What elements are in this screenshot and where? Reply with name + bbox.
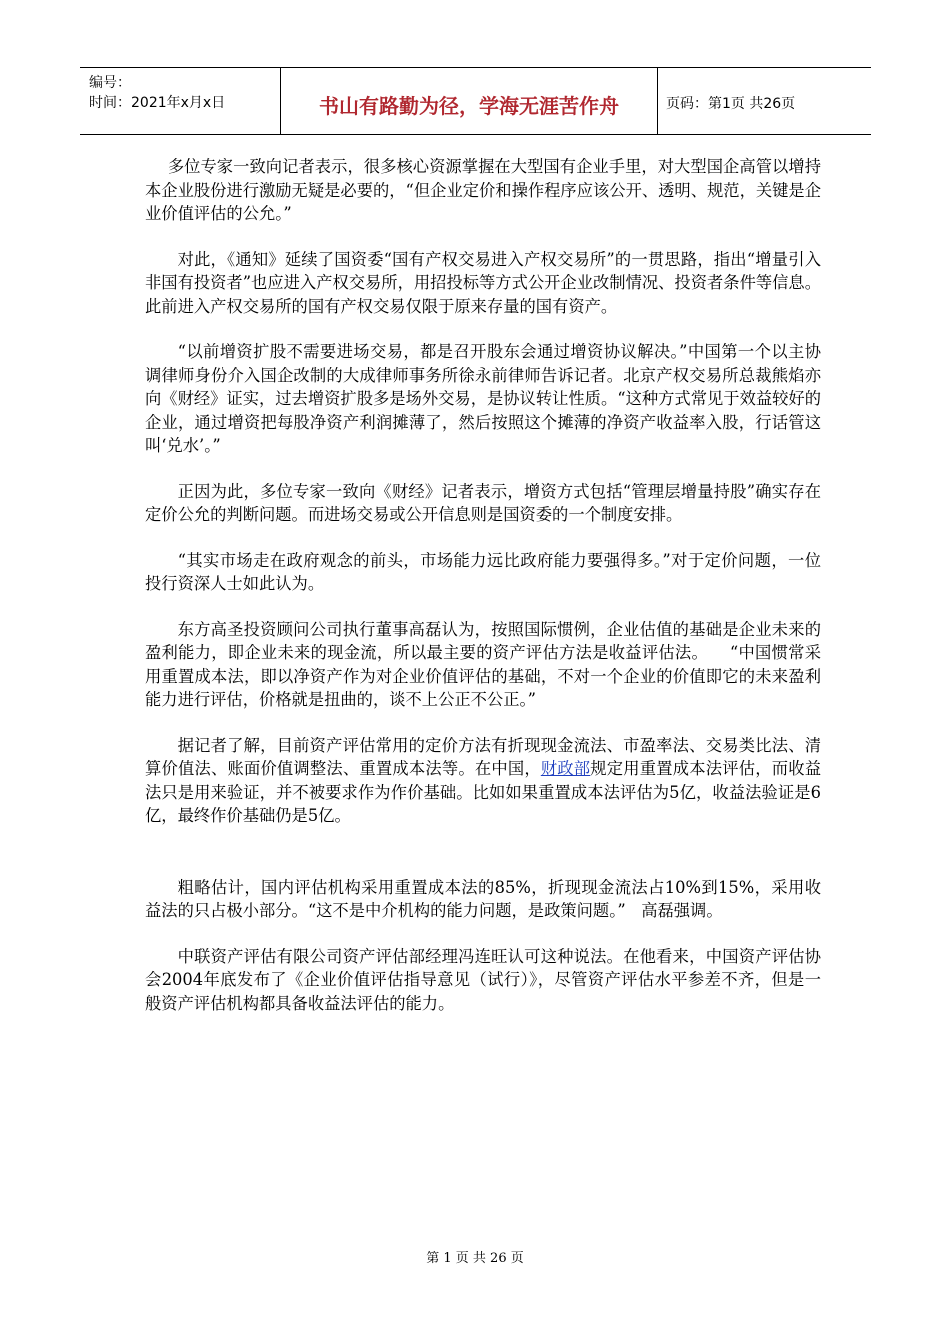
page-footer: 第 1 页 共 26 页 <box>426 1251 524 1266</box>
page-header <box>80 67 871 135</box>
paragraph: 中联资产评估有限公司资产评估部经理冯连旺认可这种说法。在他看来，中国资产评估协会2004年底发布了《企业价值评估指导意见（试行）》，尽管资产评估水平参差不齐，但是一般资产评估机构都具备收益法评估的能力。 <box>145 946 821 1013</box>
paragraph-text: 规定用重置成本法评估，而收益法只是用来验证，并不被要求作为作价基础。比如如果重置成本法评估为5亿，收益法验证是6亿，最终作价基础仍是5亿。 <box>145 759 821 825</box>
paragraph-with-link <box>145 734 821 828</box>
paragraph: 多位专家一致向记者表示，很多核心资源掌握在大型国有企业手里，对大型国企高管以增持本企业股份进行激励无疑是必要的，“但企业定价和操作程序应该公开、透明、规范，关键是企业价值评估的公允。” <box>145 157 821 223</box>
paragraph-text: 据记者了解，目前资产评估常用的定价方法有折现现金流法、市盈率法、交易类比法、清算价值法、账面价值调整法、重置成本法等。在中国， <box>145 735 821 778</box>
paragraph: 对此，《通知》延续了国资委“国有产权交易进入产权交易所”的一贯思路，指出“增量引入非国有投资者”也应进入产权交易所，用招投标等方式公开企业改制情况、投资者条件等信息。此前进入产权交易所的国有产权交易仅限于原来存量的国有资产。 <box>145 249 821 316</box>
document-time: 时间：2021年x月x日 <box>89 95 226 111</box>
paragraph: “其实市场走在政府观念的前头，市场能力远比政府能力要强得多。”对于定价问题，一位投行资深人士如此认为。 <box>145 550 821 593</box>
paragraph: 东方高圣投资顾问公司执行董事高磊认为，按照国际惯例，企业估值的基础是企业未来的盈利能力，即企业未来的现金流，所以最主要的资产评估方法是收益评估法。 “中国惯常采用重置成本法，即以净资产作为对企业价值评估的基础，不对一个企业的价值即它的未来盈利能力进行评估，价格就是扭曲的，谈不上公正不公正。” <box>145 619 821 709</box>
header-motto: 书山有路勤为径，学海无涯苦作舟 <box>281 68 658 134</box>
header-meta <box>80 68 281 134</box>
ministry-of-finance-link[interactable]: 财政部 <box>540 759 591 778</box>
document-body <box>145 155 821 1037</box>
header-page-number: 页码：第1页 共26页 <box>666 96 796 112</box>
paragraph: 粗略估计，国内评估机构采用重置成本法的85%，折现现金流法占10%到15%，采用收益法的只占极小部分。“这不是中介机构的能力问题，是政策问题。” 高磊强调。 <box>145 877 821 920</box>
document-number: 编号： <box>89 75 131 91</box>
paragraph: “以前增资扩股不需要进场交易，都是召开股东会通过增资协议解决。”中国第一个以主协调律师身份介入国企改制的大成律师事务所徐永前律师告诉记者。北京产权交易所总裁熊焰亦向《财经》证实，过去增资扩股多是场外交易，是协议转让性质。“这种方式常见于效益较好的企业，通过增资把每股净资产利润摊薄了，然后按照这个摊薄的净资产收益率入股，行话管这叫‘兑水’。” <box>145 342 821 455</box>
paragraph: 正因为此，多位专家一致向《财经》记者表示，增资方式包括“管理层增量持股”确实存在定价公允的判断问题。而进场交易或公开信息则是国资委的一个制度安排。 <box>145 481 821 524</box>
